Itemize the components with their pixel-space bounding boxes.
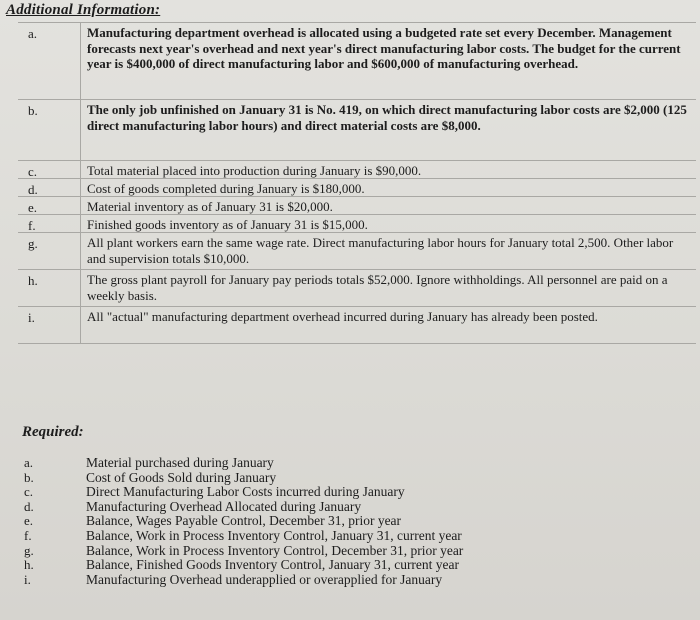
required-item	[18, 456, 688, 471]
required-item	[18, 544, 688, 559]
required-item	[18, 573, 688, 588]
required-heading: Required:	[22, 424, 84, 440]
required-text: Manufacturing Overhead Allocated during January	[86, 498, 362, 514]
additional-information-table	[18, 22, 696, 344]
required-text: Manufacturing Overhead underapplied or overapplied for January	[86, 571, 443, 587]
required-letter: d.	[24, 498, 34, 514]
required-item	[18, 485, 688, 500]
info-row-c	[18, 161, 696, 179]
required-letter: b.	[24, 469, 34, 485]
required-item	[18, 558, 688, 573]
required-text: Balance, Work in Process Inventory Control, January 31, current year	[86, 527, 462, 543]
required-list	[18, 456, 688, 587]
info-text: Cost of goods completed during January is $180,000.	[80, 179, 696, 196]
info-text: Total material placed into production during January is $90,000.	[80, 161, 696, 178]
info-text: The only job unfinished on January 31 is No. 419, on which direct manufacturing labor costs are $2,000 (125 direct manufacturing labor hours) and direct material costs are $8,000.	[80, 100, 696, 160]
required-text: Balance, Finished Goods Inventory Control, January 31, current year	[86, 557, 460, 573]
info-row-h	[18, 270, 696, 307]
info-letter: c.	[28, 164, 38, 179]
info-text: All plant workers earn the same wage rate. Direct manufacturing labor hours for January total 2,500. Other labor and supervision totals $10,000.	[80, 233, 696, 269]
info-row-i	[18, 307, 696, 344]
info-letter: i.	[28, 310, 35, 325]
required-letter: e.	[24, 513, 34, 529]
required-item	[18, 500, 688, 515]
required-text: Material purchased during January	[86, 455, 274, 470]
info-text: Finished goods inventory as of January 31 is $15,000.	[80, 215, 696, 232]
required-item	[18, 529, 688, 544]
required-item	[18, 471, 688, 486]
required-text: Cost of Goods Sold during January	[86, 469, 277, 485]
info-letter: f.	[28, 218, 36, 233]
info-text: The gross plant payroll for January pay periods totals $52,000. Ignore withholdings. All personnel are paid on a weekly basis.	[80, 270, 696, 306]
additional-information-heading: Additional Information:	[6, 2, 161, 18]
info-text: Manufacturing department overhead is allocated using a budgeted rate set every December. Management forecasts next year's overhead and next year's direct manufacturing labor costs. The budget for the current year is $400,000 of direct manufacturing labor and $600,000 of manufacturing overhead.	[80, 23, 696, 99]
required-letter: h.	[24, 557, 34, 573]
info-letter: g.	[28, 236, 38, 251]
required-letter: c.	[24, 484, 34, 500]
required-letter: a.	[24, 455, 34, 470]
info-row-d	[18, 179, 696, 197]
info-letter: e.	[28, 200, 38, 215]
info-letter: b.	[28, 103, 38, 118]
required-text: Direct Manufacturing Labor Costs incurred during January	[86, 484, 405, 500]
required-text: Balance, Work in Process Inventory Control, December 31, prior year	[86, 542, 464, 558]
info-row-f	[18, 215, 696, 233]
info-letter: h.	[28, 273, 38, 288]
info-row-e	[18, 197, 696, 215]
info-row-b	[18, 100, 696, 161]
required-letter: f.	[24, 527, 32, 543]
required-letter: i.	[24, 571, 31, 587]
required-letter: g.	[24, 542, 34, 558]
required-text: Balance, Wages Payable Control, December 31, prior year	[86, 513, 402, 529]
info-text: Material inventory as of January 31 is $20,000.	[80, 197, 696, 214]
required-item	[18, 514, 688, 529]
info-row-a	[18, 23, 696, 100]
info-row-g	[18, 233, 696, 270]
info-letter: d.	[28, 182, 38, 197]
info-letter: a.	[28, 26, 38, 41]
info-text: All "actual" manufacturing department overhead incurred during January has already been posted.	[80, 307, 696, 343]
